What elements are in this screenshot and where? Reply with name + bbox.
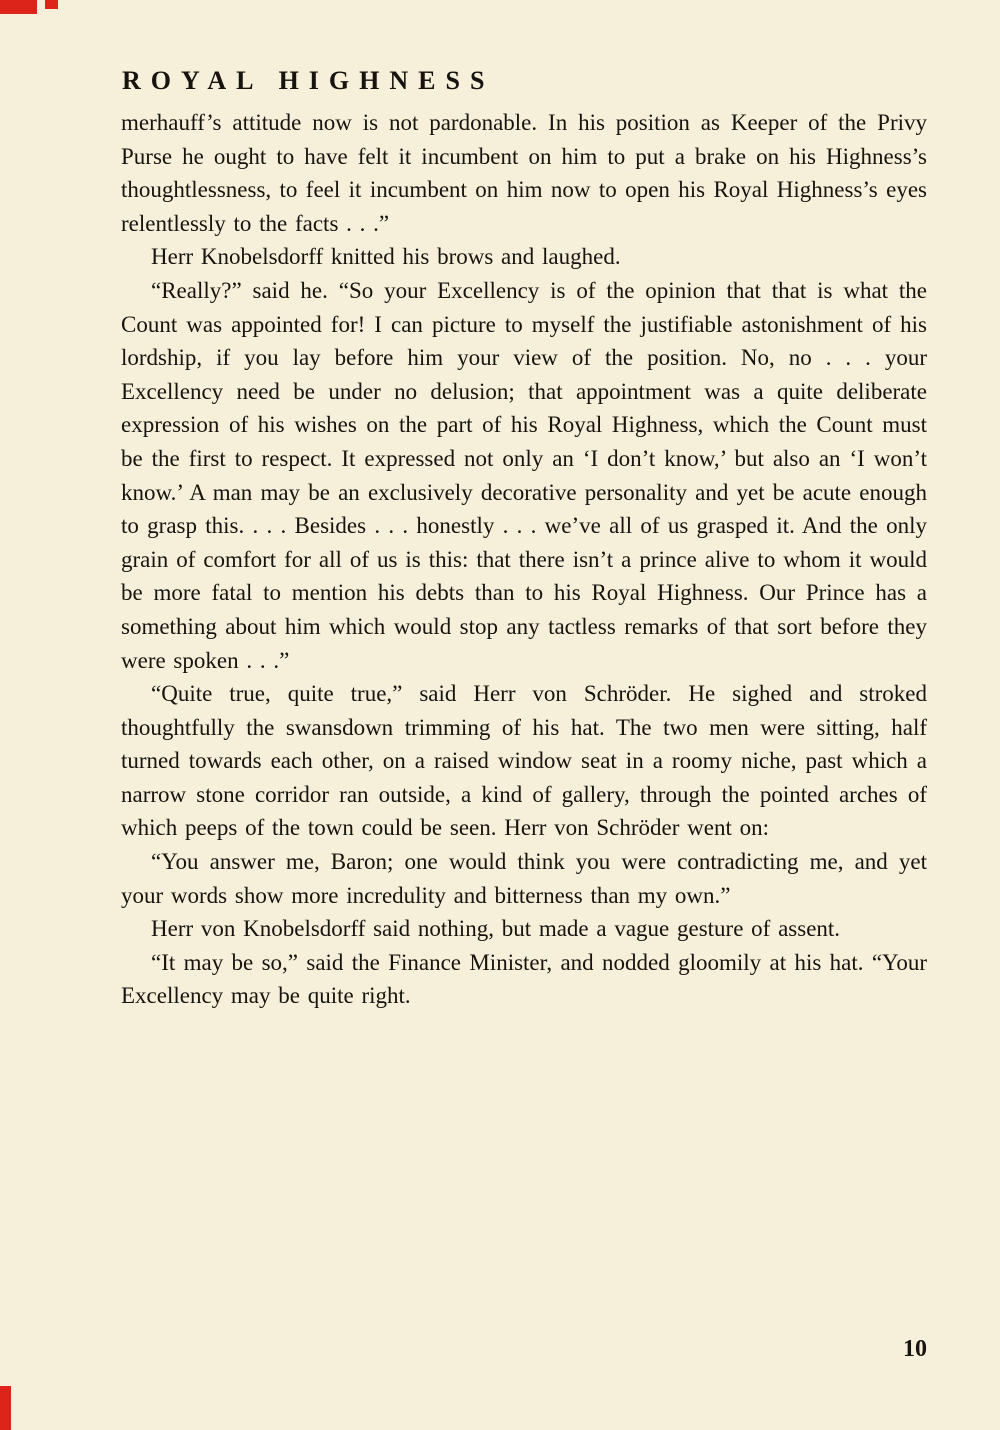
running-head: ROYAL HIGHNESS (122, 66, 495, 95)
paragraph: “Really?” said he. “So your Excellency is of the opinion that that is what the Count was appointed for! I can picture to myself the justifiable astonishment of his lordship, if you lay before him your view of the position. No, no . . . your Excellency need be under no delusion; that appointment was a quite deliberate expression of his wishes on the part of his Royal Highness, which the Count must be the first to respect. It expressed not only an ‘I don’t know,’ but also an ‘I won’t know.’ A man may be an exclusively decorative personality and yet be acute enough to grasp this. . . . Besides . . . honestly . . . we’ve all of us grasped it. And the only grain of comfort for all of us is this: that there isn’t a prince alive to whom it would be more fatal to mention his debts than to his Royal Highness. Our Prince has a something about him which would stop any tactless remarks of that sort before they were spoken . . .” (121, 277, 927, 673)
scan-artifact-top-left (0, 0, 37, 14)
page-number: 10 (903, 1336, 927, 1362)
scan-artifact-top-left-2 (45, 0, 58, 9)
page-body (121, 106, 927, 1013)
paragraph: “Quite true, quite true,” said Herr von Schröder. He sighed and stroked thoughtfully the swansdown trimming of his hat. The two men were sitting, half turned towards each other, on a raised window seat in a roomy niche, past which a narrow stone corridor ran outside, a kind of gallery, through the pointed arches of which peeps of the town could be seen. Herr von Schröder went on: (121, 681, 927, 841)
paragraph: “You answer me, Baron; one would think you were contradicting me, and yet your words show more incredulity and bitterness than my own.” (121, 849, 927, 908)
paragraph: merhauff’s attitude now is not pardonable. In his position as Keeper of the Privy Purse he ought to have felt it incumbent on him to put a brake on his Highness’s thoughtlessness, to feel it incumbent on him now to open his Royal Highness’s eyes relentlessly to the facts . . .” (121, 110, 927, 236)
paragraph: Herr von Knobelsdorff said nothing, but made a vague gesture of assent. (151, 916, 841, 942)
paragraph: Herr Knobelsdorff knitted his brows and laughed. (151, 244, 621, 270)
scan-artifact-bottom-left (0, 1386, 11, 1430)
paragraph: “It may be so,” said the Finance Minister, and nodded gloomily at his hat. “Your Excellency may be quite right. (121, 949, 927, 1009)
